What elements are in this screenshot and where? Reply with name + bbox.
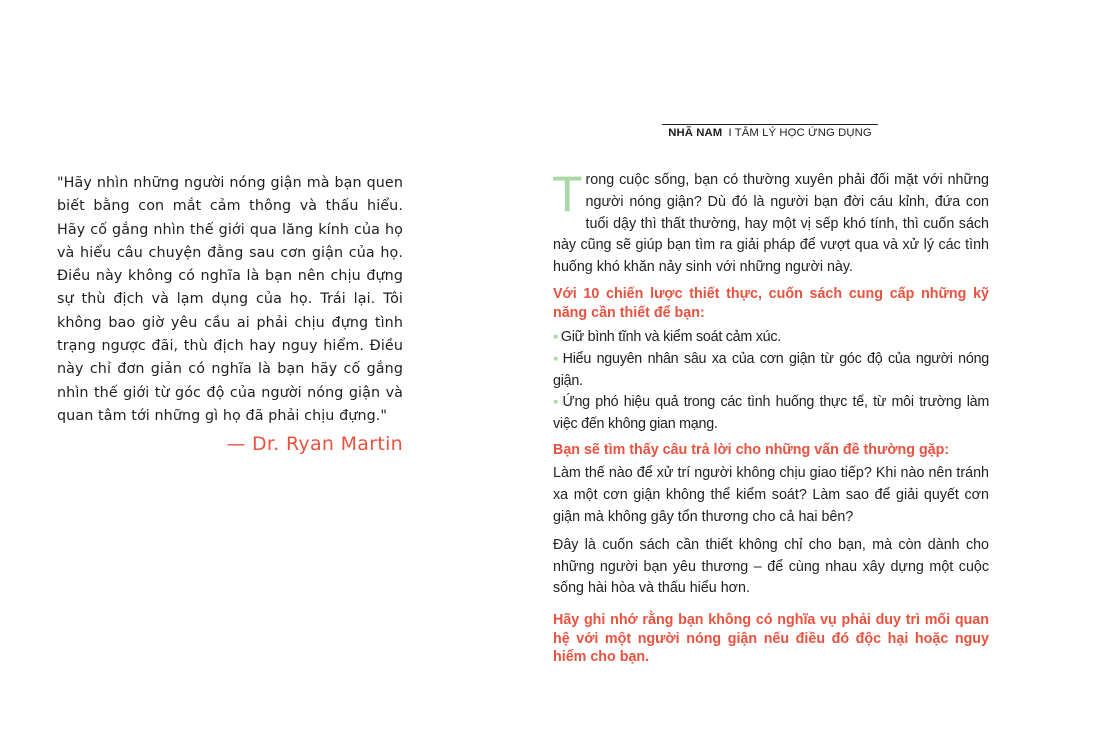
questions-paragraph: Làm thế nào để xử trí người không chịu giao tiếp? Khi nào nên tránh xa một cơn giận không thể kiểm soát? Làm sao để giải quyết cơn giận mà không gây tổn thương cho cả hai bên? — [553, 465, 989, 526]
bullet-icon: ▪ — [553, 394, 560, 411]
bullet-icon: ▪ — [553, 328, 558, 345]
list-item: ▪ Giữ bình tĩnh và kiểm soát cảm xúc. — [553, 328, 781, 345]
closing-paragraph: Đây là cuốn sách cần thiết không chỉ cho bạn, mà còn dành cho những người bạn yêu thương – để cùng nhau xây dựng một cuộc sống hài hòa và thấu hiểu hơn. — [553, 536, 989, 597]
reminder-text: Hãy ghi nhớ rằng bạn không có nghĩa vụ phải duy trì mối quan hệ với một người nóng giận nếu điều đó độc hại hoặc nguy hiểm cho bạn. — [553, 612, 989, 666]
series-name: TÂM LÝ HỌC ỨNG DỤNG — [734, 127, 872, 139]
quote-text: "Hãy nhìn những người nóng giận mà bạn quen biết bằng con mắt cảm thông và thấu hiểu. Hãy cố gắng nhìn thế giới qua lăng kính của họ và hiểu câu chuyện đằng sau cơn giận của họ. Điều này không có nghĩa là bạn nên chịu đựng sự thù địch và lạm dụng của họ. Trái lại. Tôi không bao giờ yêu cầu ai phải chịu đựng tình trạng ngược đãi, thù địch hay nguy hiểm. Điều này chỉ đơn giản có nghĩa là bạn hãy cố gắng nhìn thế giới từ góc độ của người nóng giận và quan tâm tới những gì họ đã phải chịu đựng." — [57, 175, 403, 424]
bullet-icon: ▪ — [553, 350, 560, 367]
quote-author: — Dr. Ryan Martin — [226, 433, 403, 456]
publisher-header — [662, 124, 878, 139]
skills-list — [553, 327, 989, 436]
publisher-brand: NHÃ NAM — [668, 127, 723, 139]
header-separator: I — [728, 127, 732, 139]
strategies-heading: Với 10 chiến lược thiết thực, cuốn sách cung cấp những kỹ năng cần thiết để bạn: — [553, 285, 989, 322]
description-column — [552, 166, 989, 673]
drop-cap: T — [552, 166, 583, 222]
list-item: ▪ Hiểu nguyên nhân sâu xa của cơn giận từ góc độ của người nóng giận. — [553, 350, 989, 389]
intro-text: rong cuộc sống, bạn có thường xuyên phải đối mặt với những người nóng giận? Dù đó là người bạn đời cáu kỉnh, đứa con tuổi dậy thì thất thường, hay một vị sếp khó tính, thì cuốn sách này cũng sẽ giúp bạn tìm ra giải pháp để vượt qua và xử lý các tình huống khó khăn nảy sinh với những người này. — [553, 172, 989, 276]
list-item: ▪ Ứng phó hiệu quả trong các tình huống thực tế, từ môi trường làm việc đến không gian mạng. — [553, 394, 989, 433]
intro-paragraph — [552, 166, 989, 279]
quote-column — [57, 172, 403, 455]
questions-heading: Bạn sẽ tìm thấy câu trả lời cho những vấn đề thường gặp: — [553, 441, 950, 458]
